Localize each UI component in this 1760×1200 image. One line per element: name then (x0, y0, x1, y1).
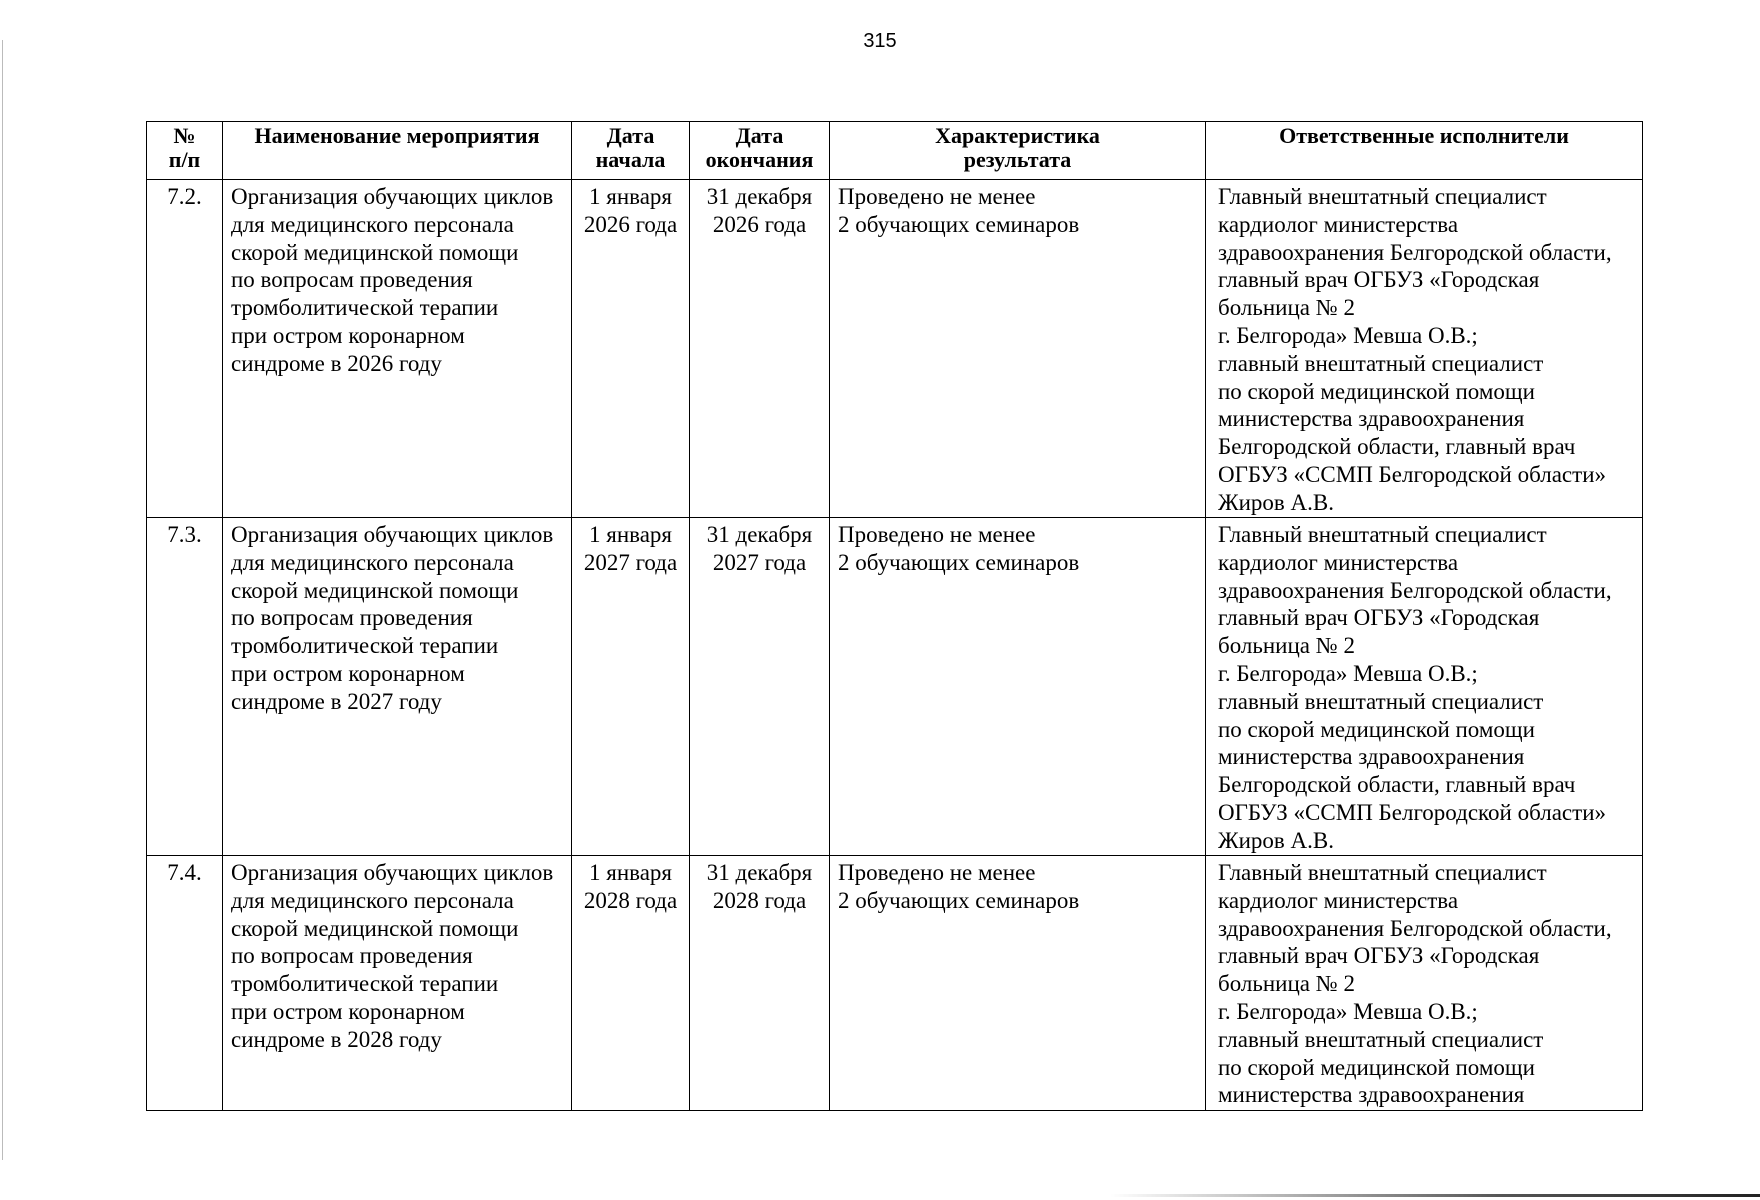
cell-responsible: Главный внештатный специалист кардиолог министерства здравоохранения Белгородской области, главный врач ОГБУЗ «Городская больница № 2 г. Белгорода» Мевша О.В.; главный внештатный специалист по скорой медицинской помощи министерства здравоохранения Белгородской области, главный врач ОГБУЗ «ССМП Белгородской области» Жиров А.В. (1206, 180, 1643, 518)
cell-result: Проведено не менее 2 обучающих семинаров (830, 180, 1206, 518)
cell-start-date: 1 января 2028 года (572, 856, 690, 1111)
cell-activity-name: Организация обучающих циклов для медицинского персонала скорой медицинской помощи по вопросам проведения тромболитической терапии при остром коронарном синдроме в 2028 году (223, 856, 572, 1111)
header-name: Наименование мероприятия (223, 122, 572, 180)
cell-end-date: 31 декабря 2028 года (690, 856, 830, 1111)
header-num: № п/п (147, 122, 223, 180)
scan-bottom-rule (1110, 1194, 1760, 1197)
page-number: 315 (863, 30, 897, 52)
cell-num: 7.2. (147, 180, 223, 518)
cell-responsible: Главный внештатный специалист кардиолог министерства здравоохранения Белгородской области, главный врач ОГБУЗ «Городская больница № 2 г. Белгорода» Мевша О.В.; главный внештатный специалист по скорой медицинской помощи министерства здравоохранения (1206, 856, 1643, 1111)
scan-edge (2, 40, 3, 1160)
cell-result: Проведено не менее 2 обучающих семинаров (830, 856, 1206, 1111)
cell-start-date: 1 января 2026 года (572, 180, 690, 518)
table-header-row (147, 122, 1643, 180)
cell-activity-name: Организация обучающих циклов для медицинского персонала скорой медицинской помощи по вопросам проведения тромболитической терапии при остром коронарном синдроме в 2027 году (223, 518, 572, 856)
table-row (147, 856, 1643, 1111)
action-plan-table (146, 121, 1643, 1111)
cell-end-date: 31 декабря 2027 года (690, 518, 830, 856)
cell-activity-name: Организация обучающих циклов для медицинского персонала скорой медицинской помощи по вопросам проведения тромболитической терапии при остром коронарном синдроме в 2026 году (223, 180, 572, 518)
header-start-date: Дата начала (572, 122, 690, 180)
cell-start-date: 1 января 2027 года (572, 518, 690, 856)
header-responsible: Ответственные исполнители (1206, 122, 1643, 180)
header-result: Характеристика результата (830, 122, 1206, 180)
cell-result: Проведено не менее 2 обучающих семинаров (830, 518, 1206, 856)
table-row (147, 180, 1643, 518)
header-end-date: Дата окончания (690, 122, 830, 180)
cell-end-date: 31 декабря 2026 года (690, 180, 830, 518)
table-row (147, 518, 1643, 856)
cell-num: 7.3. (147, 518, 223, 856)
cell-num: 7.4. (147, 856, 223, 1111)
cell-responsible: Главный внештатный специалист кардиолог министерства здравоохранения Белгородской области, главный врач ОГБУЗ «Городская больница № 2 г. Белгорода» Мевша О.В.; главный внештатный специалист по скорой медицинской помощи министерства здравоохранения Белгородской области, главный врач ОГБУЗ «ССМП Белгородской области» Жиров А.В. (1206, 518, 1643, 856)
